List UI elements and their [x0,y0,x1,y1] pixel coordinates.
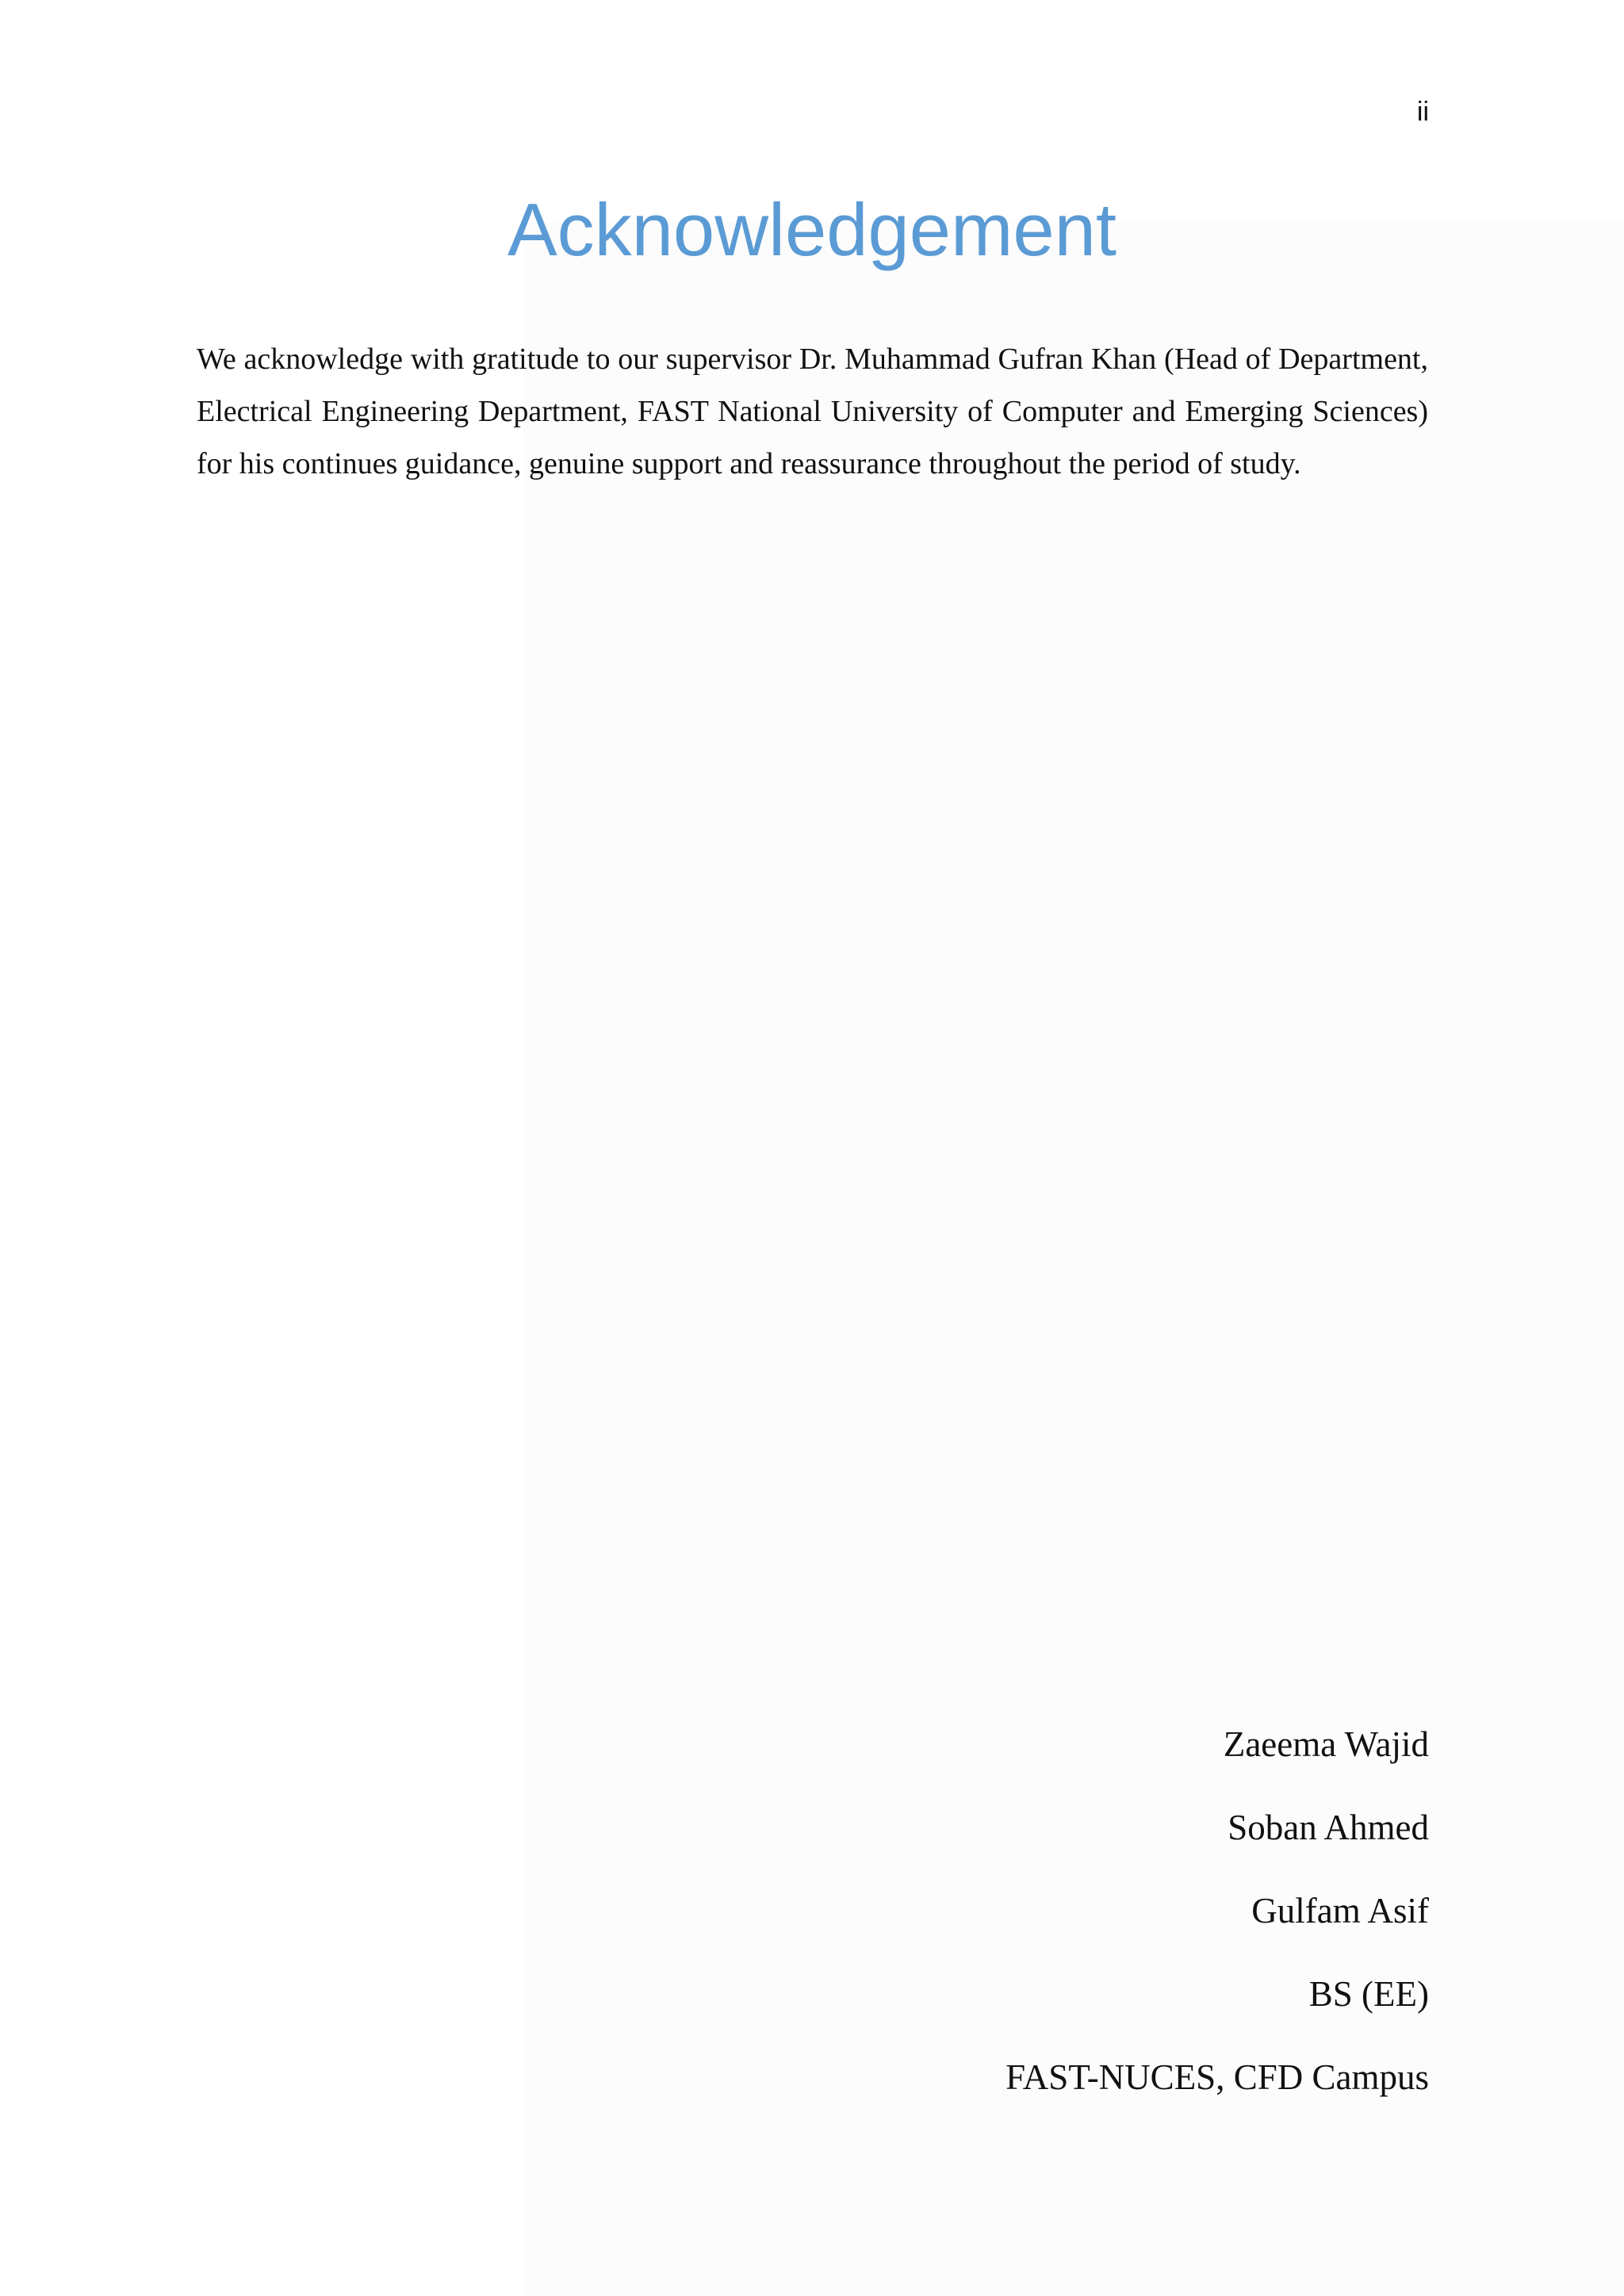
degree-program: BS (EE) [1308,1974,1429,2014]
page-title: Acknowledgement [507,188,1117,271]
campus-name: FAST-NUCES, CFD Campus [1005,2057,1429,2097]
signature-block [1005,1712,1429,2129]
author-name: Zaeema Wajid [1223,1724,1429,1764]
author-name: Soban Ahmed [1228,1808,1429,1847]
acknowledgement-paragraph: We acknowledge with gratitude to our supervisor Dr. Muhammad Gufran Khan (Head of Department, Electrical Engineering Department, FAST National University of Computer and Emerging Sciences) for his continues guidance, genuine support and reassurance throughout the period of study. [197,342,1428,480]
page-number: ii [1416,97,1429,127]
author-name: Gulfam Asif [1251,1891,1429,1931]
